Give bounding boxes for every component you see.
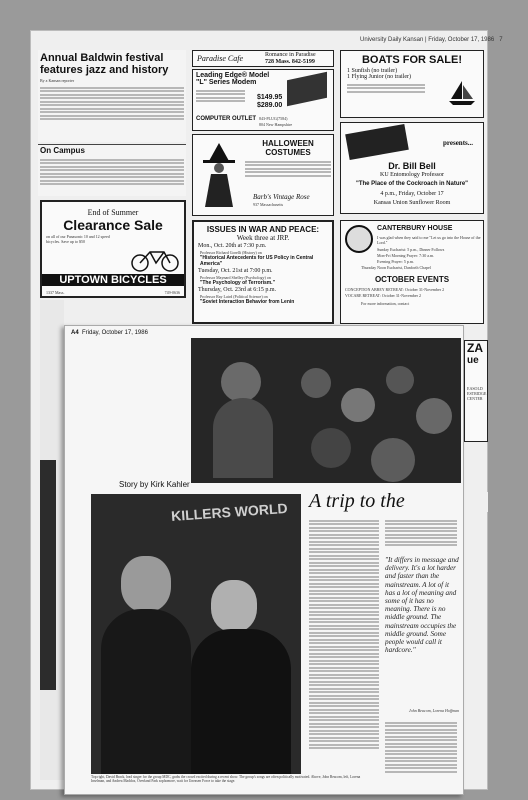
baldwin-byline: By a Kansan reporter [40,78,75,83]
issues-event2-speaker: Professor Maynard Shelley (Psychology) on [200,275,271,280]
killers-world-sign: KILLERS WORLD [170,499,289,525]
boats-for-sale-ad [340,50,484,118]
person-face [121,556,171,612]
crowd-figure [416,398,452,434]
october-events-title: OCTOBER EVENTS [374,275,450,284]
front-page-date: Friday, October 17, 1986 [82,330,148,336]
modem-price1: $149.95 [257,94,283,101]
canterbury-more: For more information, contact [361,301,410,306]
issues-event2-title: "The Psychology of Terrorism." [200,280,275,286]
halloween-address: 937 Massachusetts [253,202,284,207]
canterbury-title: CANTERBURY HOUSE [377,225,453,232]
computer-outlet-ad [192,69,334,131]
front-page-header [71,330,148,336]
canterbury-weekday: Mon-Fri Morning Prayer: 7:30 a.m. [377,253,435,258]
canterbury-thursday: Thursday Noon Eucharist, Danforth Chapel [361,265,431,270]
crowd-figure [341,388,375,422]
sailboat-icon [447,79,477,107]
concert-photo [191,338,461,483]
uptown-bicycles-ad [40,200,186,298]
front-page-label: A4 [71,330,79,336]
bill-bell-presents: presents... [442,139,473,147]
paradise-line2: 728 Mass. 842-5199 [265,59,315,65]
side-ad-line5: CENTER [467,396,483,401]
singer-figure [221,362,261,402]
crowd-figure [301,368,331,398]
issues-event2-date: Tuesday, Oct. 21st at 7:00 p.m. [198,268,273,274]
computer-outlet-address: 804 New Hampshire [259,122,293,127]
side-ad-peek [464,340,488,442]
bill-bell-time: 4 p.m., Friday, October 17 [380,191,444,197]
bill-bell-talk-title: "The Place of the Cockroach in Nature" [355,181,469,187]
issues-event3-speaker: Professor Ray Laird (Political Science) on [200,294,268,299]
boats-item1: 1 Sunfish (no trailer) [347,68,398,74]
left-dark-strip [40,460,56,690]
issues-war-peace-ad [192,220,334,324]
story-headline: A trip to the [309,490,405,512]
side-ad-line3: EASOLD [467,386,483,391]
photo-caption: Top right, David Brack, lead singer for the group MDC, grabs the crowd excited during a recent show. The group's songs are often politically motivated. Above, John Beacom, left, Lorena Inselman, and Andrea Maddox, Overland Park sophomore, wait for Uneasen Force to take the stage. [91,775,361,784]
bill-bell-role: KU Entomology Professor [380,172,444,178]
issues-event1-date: Mon., Oct. 20th at 7:30 p.m. [198,243,267,249]
bicycle-icon [130,246,180,272]
modem-title: Leading Edge® Model "L" Series Modem [196,72,270,86]
baldwin-article [38,50,186,142]
side-ad-line2: ue [467,355,479,366]
boats-body [341,80,431,96]
pull-quote-credit: John Beacom, Lorena Hoffman [408,708,459,713]
modem-specs [193,90,248,103]
paradise-cafe-ad [192,50,334,67]
canterbury-quote: I was glad when they said to me "Let us go into the House of the Lord." [377,235,481,245]
computer-outlet-phone: 843-PLUG(7584) [259,116,288,121]
witch-icon [199,141,239,211]
baldwin-body [38,83,186,124]
side-ad-line1: ZA [467,341,483,355]
baldwin-headline: Annual Baldwin festival features jazz and history [40,52,169,76]
crowd-figure [371,438,415,482]
side-ad-line4: ESTRIDGE [467,391,487,396]
uptown-bicycles-name: UPTOWN BICYCLES [42,274,184,286]
person-body [101,609,191,774]
pull-quote: "It differs in message and delivery. It's a lot harder and faster than the mainstream. A lot of it has a lot of meaning and some of it has no meaning. There is no middle ground. The mainstream occupies the middle ground. Some people would call it hardcore." [385,556,459,655]
on-campus-title: On Campus [40,146,85,155]
halloween-costumes-ad [192,134,334,216]
clearance-line1: End of Summer [87,208,139,217]
person-face [211,580,257,632]
crowd-figure [386,366,414,394]
boats-item2: 1 Flying Junior (no trailer) [347,74,411,80]
cockroach-club-logo [345,124,409,160]
bill-bell-name: Dr. Bill Bell [388,161,436,171]
paradise-line1: Romance in Paradise [265,52,316,58]
modem-price2: $289.00 [257,102,283,109]
boats-title: BOATS FOR SALE! [361,54,462,66]
uptown-phone: 749-0636 [164,290,180,295]
october-event1: CONCEPTION ABBEY RETREAT: October 31-November 2 [345,287,445,292]
bill-bell-place: Kansas Union Sunflower Room [373,200,451,206]
halloween-store: Barb's Vintage Rose [253,193,310,201]
issues-subtitle: Week three at JRP. [236,234,290,242]
story-column-1 [309,518,379,768]
back-page-header: University Daily Kansan | Friday, October 17, 1986 7 [360,37,503,43]
story-byline: Story by Kirk Kahler [119,480,190,489]
story-column-2-bottom [385,720,457,790]
canterbury-house-ad [340,220,484,324]
halloween-body [245,159,331,178]
issues-title: ISSUES IN WAR AND PEACE: [206,225,320,234]
issues-event1-speaker: Professor Richard Gorelli (History) on [200,250,262,255]
clearance-line2: Clearance Sale [63,217,163,233]
on-campus-body [38,156,186,188]
back-headline-fragment [466,492,488,512]
episcopal-seal [345,225,373,253]
canterbury-sunday: Sunday Eucharist: 5 p.m., Dinner Follows [377,247,445,252]
on-campus-section [38,144,186,196]
issues-event3-title: "Soviet Interaction Behavior from Lenin [200,299,295,305]
clearance-line3: on all of our Panasonic 10 and 12 speed bicycles. Save up to $50 [46,234,110,244]
uptown-address: 1337 Mass. [46,290,65,295]
modem-image [287,72,327,107]
paradise-name: Paradise Cafe [197,54,243,63]
canterbury-evening: Evening Prayer: 5 p.m. [377,259,414,264]
october-event2: VOCARE RETREAT: October 31-November 2 [345,293,422,298]
issues-event3-date: Thursday, Oct. 23rd at 6:15 p.m. [198,287,277,293]
story-column-2-top [385,518,457,552]
issues-event1-title: "Historical Antecedents for US Policy in Central America" [200,255,314,267]
halloween-title: HALLOWEEN COSTUMES [262,139,314,157]
crowd-figure [311,428,351,468]
band-members-photo [91,494,301,774]
singer-body [213,398,273,478]
bill-bell-talk-ad [340,122,484,214]
person-body [191,629,291,774]
front-newspaper-page [64,325,464,795]
computer-outlet-logo: COMPUTER OUTLET [196,116,256,122]
